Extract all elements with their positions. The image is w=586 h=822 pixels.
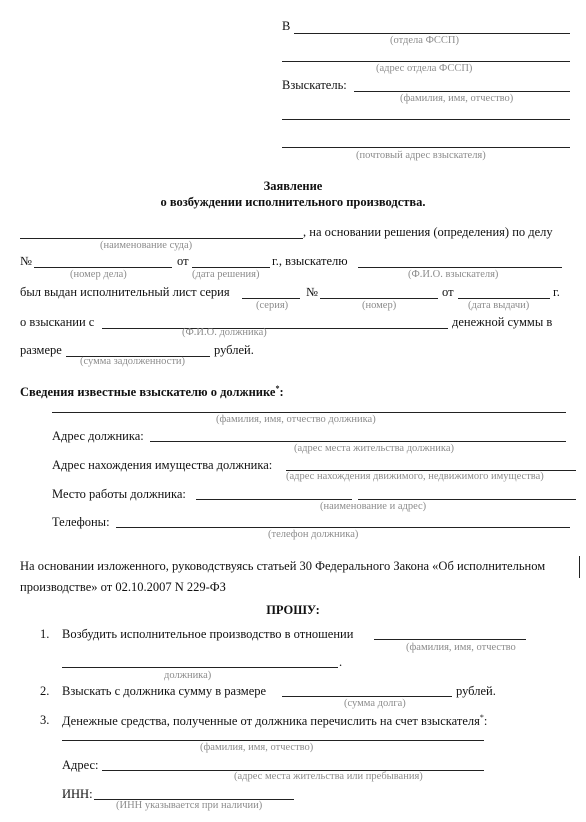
issue-date-line (458, 298, 550, 299)
claimant-address-field-1[interactable] (282, 106, 570, 120)
claimant-account-name-field[interactable] (62, 727, 484, 741)
decision-date-from: от (177, 254, 189, 268)
phones-hint: (телефон должника) (268, 529, 359, 540)
workplace-address-field[interactable] (358, 486, 576, 500)
item-3-address-label: Адрес: (62, 758, 99, 772)
decision-date-field[interactable] (192, 254, 270, 268)
writ-number-field[interactable] (320, 285, 438, 299)
phones-label: Телефоны: (52, 515, 110, 529)
year-suffix: г. (553, 285, 560, 299)
item-1-hint-b: должника) (164, 670, 212, 681)
workplace-label: Место работы должника: (52, 487, 186, 501)
series-hint: (серия) (256, 300, 289, 311)
debt-amount-field[interactable] (282, 683, 452, 697)
writ-number-hint: (номер) (362, 300, 397, 311)
claimant-address-hint: (почтовый адрес взыскателя) (356, 150, 486, 161)
item-3-address-field[interactable] (102, 757, 484, 771)
case-number-line (34, 267, 172, 268)
debtor-address-label: Адрес должника: (52, 429, 144, 443)
issued-series-text: был выдан исполнительный лист серия (20, 285, 230, 299)
claimant-name-hint: (фамилия, имя, отчество) (400, 93, 514, 104)
claimant-fio-hint: (Ф.И.О. взыскателя) (408, 269, 499, 280)
debt-amount-line (282, 696, 452, 697)
issue-date-from: от (442, 285, 454, 299)
item-1-name-field[interactable] (374, 626, 526, 640)
item-1-end: . (339, 655, 343, 669)
item-1-name-line (374, 639, 526, 640)
claimant-fio-line (358, 267, 562, 268)
claimant-label: Взыскатель: (282, 78, 347, 92)
property-address-label: Адрес нахождения имущества должника: (52, 458, 273, 472)
document-subtitle: о возбуждении исполнительного производства. (160, 195, 426, 209)
item-3-number: 3. (40, 713, 50, 727)
claimant-address-field-2[interactable] (282, 134, 570, 148)
property-address-field[interactable] (286, 457, 576, 471)
item-1-number: 1. (40, 627, 50, 641)
debtor-address-line (150, 441, 566, 442)
item-2-text: Взыскать с должника сумму в размере (62, 684, 267, 698)
legal-grounds-line-1: На основании изложенного, руководствуясь статьей 30 Федерального Закона «Об исполнительном (20, 559, 546, 573)
case-number-field[interactable] (34, 254, 172, 268)
text-cursor-bar (579, 556, 580, 578)
document-title: Заявление (263, 179, 323, 193)
writ-number-line (320, 298, 438, 299)
workplace-address-line (358, 499, 576, 500)
case-number-sign: № (20, 254, 32, 268)
debtor-fio-field[interactable] (102, 315, 448, 329)
debtor-info-heading: Сведения известные взыскателю о должнике*: (20, 384, 284, 400)
debtor-name-hint: (фамилия, имя, отчество должника) (216, 414, 376, 425)
decision-date-line (192, 267, 270, 268)
workplace-hint: (наименование и адрес) (320, 501, 427, 512)
inn-hint: (ИНН указывается при наличии) (116, 800, 263, 811)
debt-amount-hint: (сумма долга) (344, 698, 406, 709)
case-number-hint: (номер дела) (70, 269, 127, 280)
claimant-account-name-hint: (фамилия, имя, отчество) (200, 742, 314, 753)
fssp-department-line (294, 33, 570, 34)
debtor-address-hint: (адрес места жительства должника) (294, 443, 454, 454)
debtor-name-line (52, 412, 566, 413)
court-name-line (20, 238, 303, 239)
year-claimant-text: г., взыскателю (272, 254, 348, 268)
issue-date-hint: (дата выдачи) (468, 300, 530, 311)
series-field[interactable] (242, 285, 300, 299)
issue-date-field[interactable] (458, 285, 550, 299)
workplace-name-line (196, 499, 352, 500)
inn-field[interactable] (94, 786, 294, 800)
item-1-text: Возбудить исполнительное производство в отношении (62, 627, 354, 641)
decision-date-hint: (дата решения) (192, 269, 260, 280)
fssp-address-field[interactable] (282, 48, 570, 62)
court-name-field[interactable] (20, 225, 303, 239)
size-label: размере (20, 343, 62, 357)
inn-label: ИНН: (62, 787, 93, 801)
item-1-name-line-2 (62, 667, 338, 668)
court-name-hint: (наименование суда) (100, 240, 193, 251)
claimant-address-line-2 (282, 147, 570, 148)
request-heading: ПРОШУ: (266, 603, 320, 617)
rubles-text: рублей. (214, 343, 254, 357)
workplace-name-field[interactable] (196, 486, 352, 500)
fssp-department-field[interactable] (294, 20, 570, 34)
fssp-department-hint: (отдела ФССП) (390, 35, 459, 46)
debtor-fio-line (102, 328, 448, 329)
property-address-hint: (адрес нахождения движимого, недвижимого имущества) (286, 471, 544, 482)
phones-field[interactable] (116, 514, 570, 528)
item-2-number: 2. (40, 684, 50, 698)
basis-text: , на основании решения (определения) по делу (303, 225, 553, 239)
item-1-name-field-2[interactable] (62, 654, 338, 668)
item-3-address-hint: (адрес места жительства или пребывания) (234, 771, 423, 782)
debtor-fio-hint: (Ф.И.О. должника) (182, 327, 267, 338)
claimant-fio-field[interactable] (358, 254, 562, 268)
fssp-address-line (282, 61, 570, 62)
item-3-text: Денежные средства, полученные от должника перечислить на счет взыскателя*: (62, 713, 488, 729)
writ-number-sign: № (306, 285, 318, 299)
phones-line (116, 527, 570, 528)
debtor-name-field[interactable] (52, 399, 566, 413)
claimant-name-line (354, 91, 570, 92)
fssp-address-hint: (адрес отдела ФССП) (376, 63, 473, 74)
claimant-account-name-line (62, 740, 484, 741)
legal-grounds-line-2: производстве» от 02.10.2007 N 229-ФЗ (20, 580, 226, 594)
item-1-hint-a: (фамилия, имя, отчество (406, 642, 516, 653)
series-line (242, 298, 300, 299)
money-sum-text: денежной суммы в (452, 315, 553, 329)
recovery-from-text: о взыскании с (20, 315, 95, 329)
debtor-address-field[interactable] (150, 428, 566, 442)
to-prefix: В (282, 19, 291, 33)
debt-sum-hint: (сумма задолженности) (80, 356, 186, 367)
item-2-rubles: рублей. (456, 684, 496, 698)
debt-sum-field[interactable] (66, 343, 210, 357)
claimant-address-line-1 (282, 119, 570, 120)
